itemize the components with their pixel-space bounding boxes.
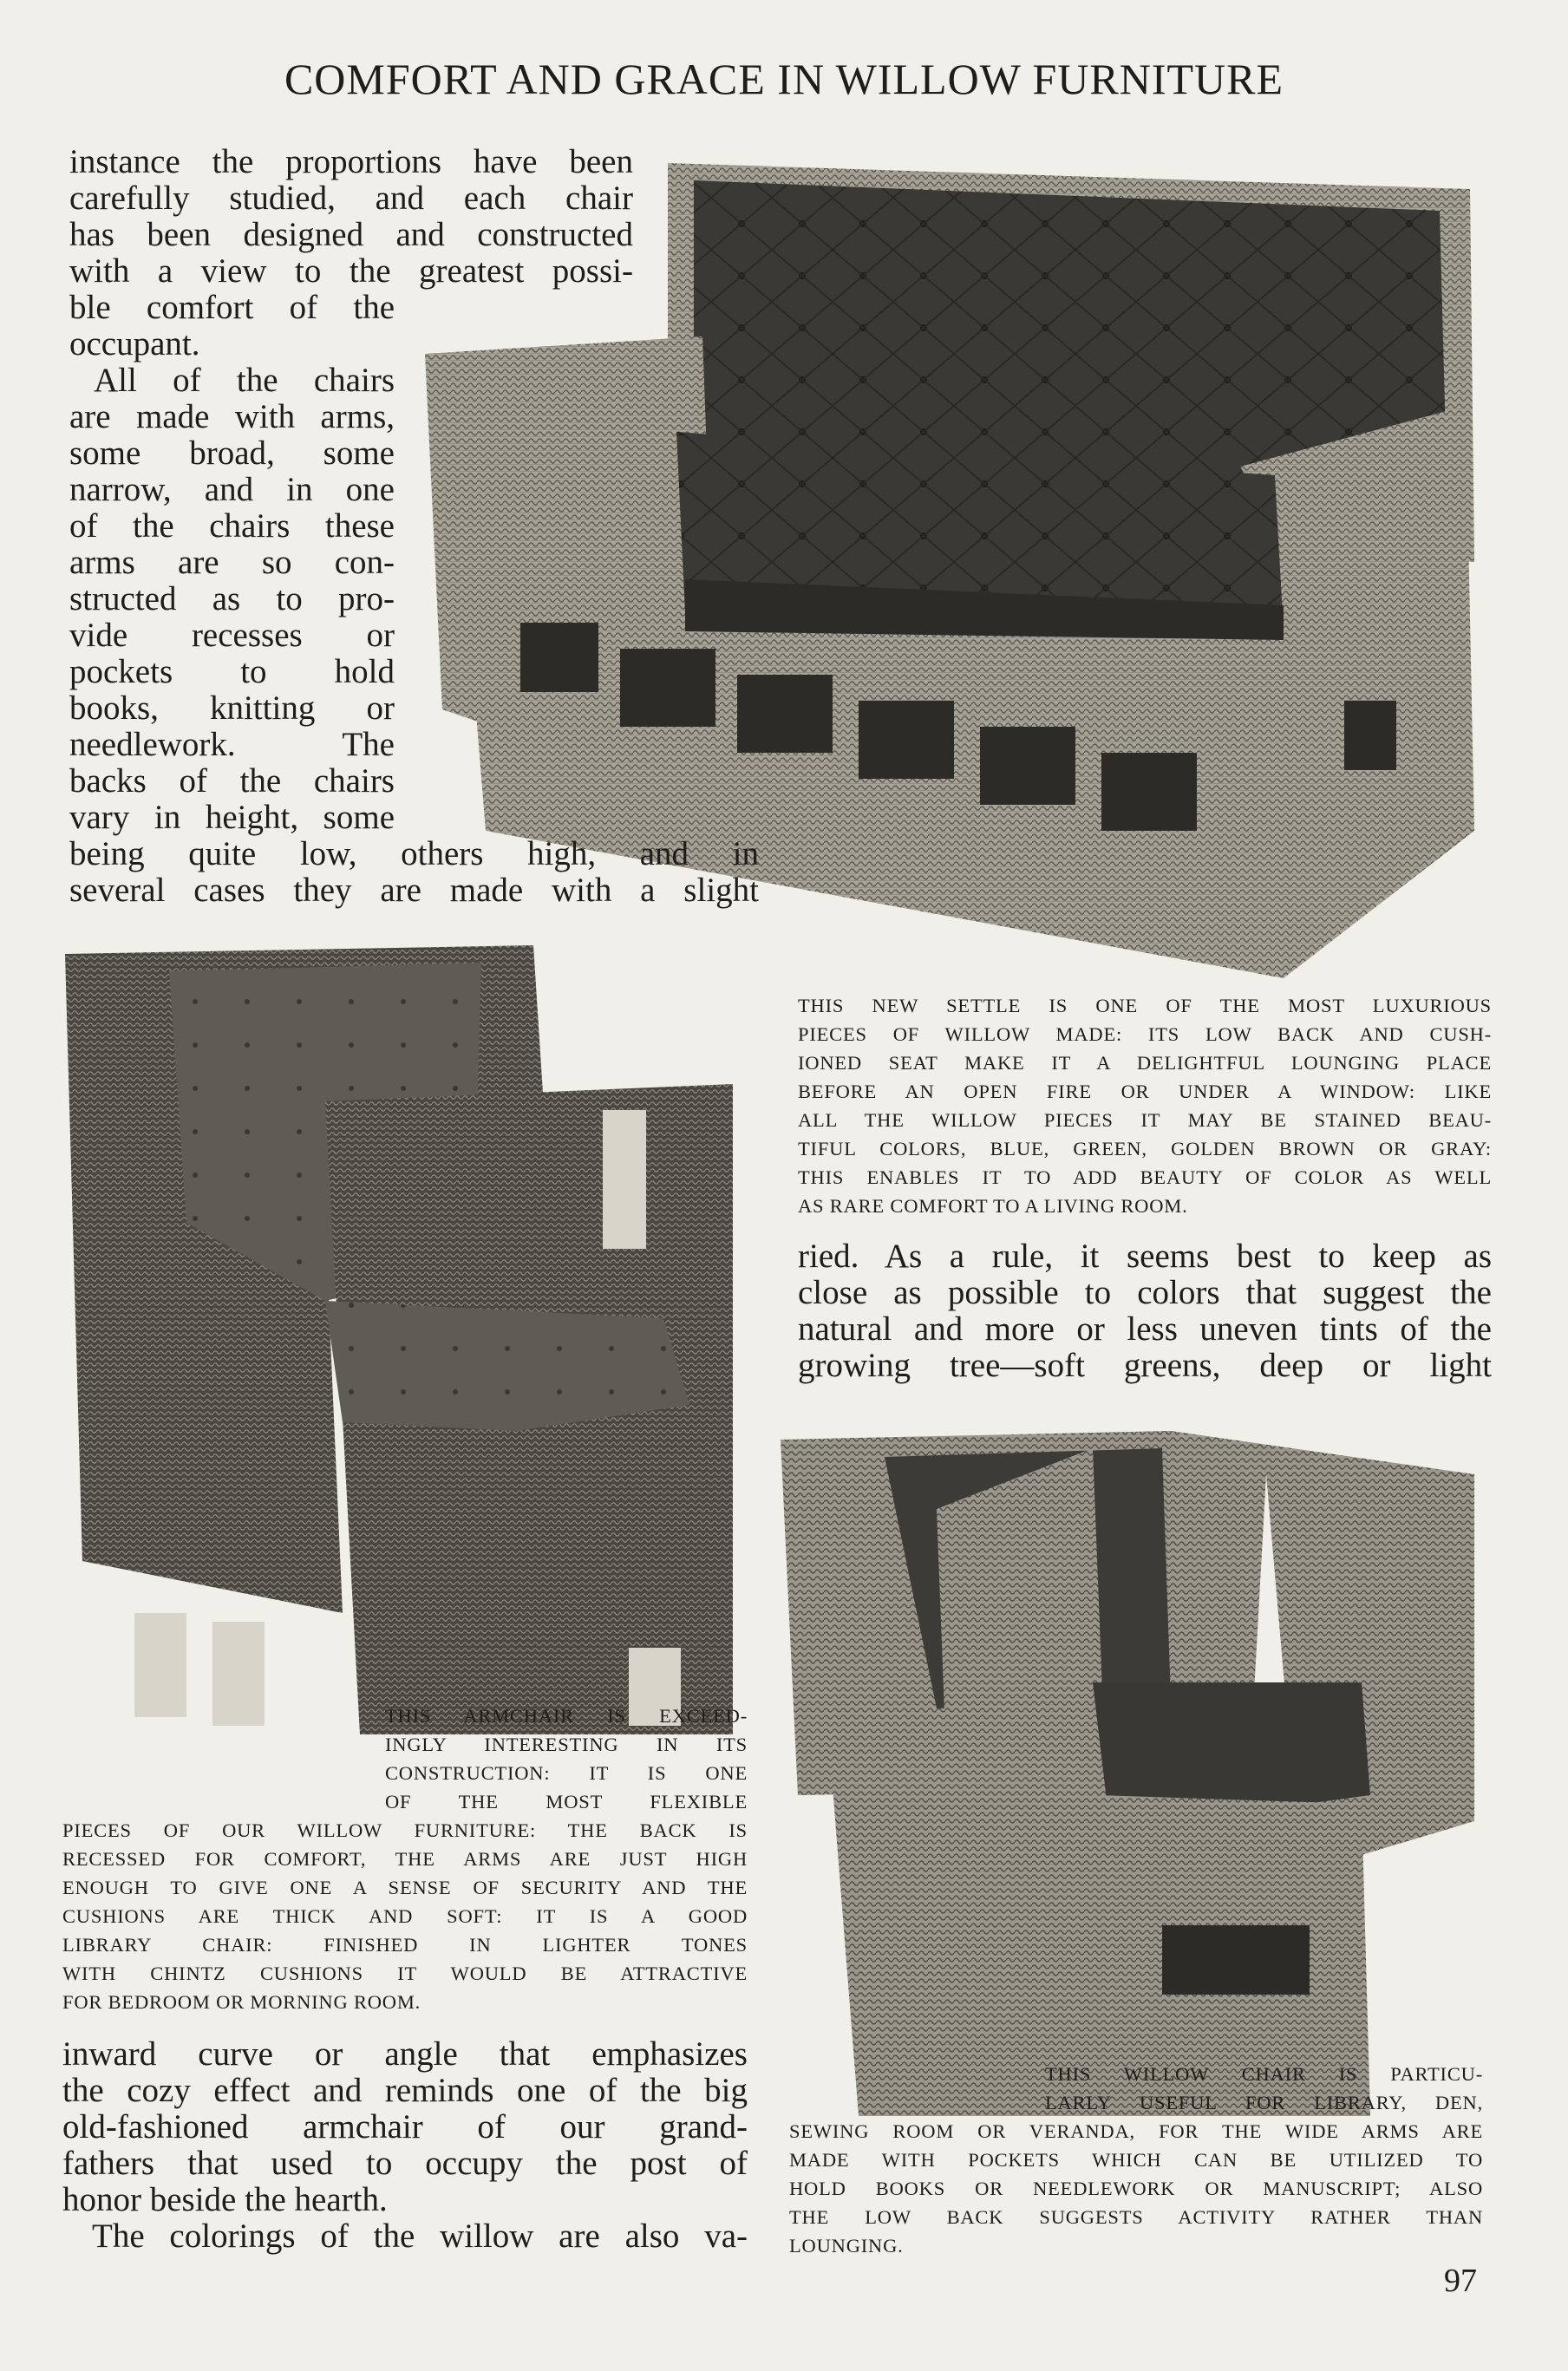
text-line: books, knitting or [69,689,395,727]
caption-line: FOR BEDROOM OR MORNING ROOM. [62,1991,421,2013]
text-line: natural and more or less uneven tints of the [798,1310,1492,1348]
text-line: close as possible to colors that suggest the [798,1274,1492,1311]
text-line: ble comfort of the [69,289,395,326]
article-text-bottom [62,2036,756,2255]
caption-line: ENOUGH TO GIVE ONE A SENSE OF SECURITY AND THE [62,1877,748,1898]
text-line: pockets to hold [69,653,395,690]
text-line: several cases they are made with a slight [69,872,759,909]
armchair-caption [62,1702,748,2016]
text-line: ried. As a rule, it seems best to keep as [798,1238,1492,1275]
caption-line: THIS NEW SETTLE IS ONE OF THE MOST LUXURIOUS [798,995,1492,1016]
text-line: honor beside the hearth. [62,2181,388,2218]
caption-line: THIS ARMCHAIR IS EXCEED- [385,1705,748,1727]
caption-line: WITH CHINTZ CUSHIONS IT WOULD BE ATTRACTIVE [62,1963,748,1984]
caption-line: LIBRARY CHAIR: FINISHED IN LIGHTER TONES [62,1934,748,1956]
text-line: narrow, and in one [69,471,395,508]
caption-line: OF THE MOST FLEXIBLE [385,1791,748,1813]
text-line: with a view to the greatest possi- [69,252,633,290]
text-line: are made with arms, [69,398,395,435]
text-line: growing tree—soft greens, deep or light [798,1347,1492,1384]
text-line: being quite low, others high, and in [69,835,759,872]
text-line: vary in height, some [69,799,395,836]
text-line: some broad, some [69,434,395,472]
page-title: COMFORT AND GRACE IN WILLOW FURNITURE [284,55,1284,103]
caption-line: RECESSED FOR COMFORT, THE ARMS ARE JUST HIGH [62,1848,748,1870]
text-line: carefully studied, and each chair [69,180,633,217]
caption-line: HOLD BOOKS OR NEEDLEWORK OR MANUSCRIPT; ALSO [789,2178,1483,2199]
caption-line: CONSTRUCTION: IT IS ONE [385,1762,748,1784]
text-line: instance the proportions have been [69,143,633,180]
settle-caption [798,991,1492,1220]
text-line: structed as to pro- [69,580,395,617]
caption-line: TIFUL COLORS, BLUE, GREEN, GOLDEN BROWN OR GRAY: [798,1138,1492,1159]
caption-line: LARLY USEFUL FOR LIBRARY, DEN, [1045,2092,1483,2113]
page-number: 97 [1444,2263,1477,2299]
text-line: fathers that used to occupy the post of [62,2145,748,2182]
caption-line: ALL THE WILLOW PIECES IT MAY BE STAINED BEAU- [798,1109,1492,1131]
caption-line: MADE WITH POCKETS WHICH CAN BE UTILIZED TO [789,2149,1483,2171]
caption-line: LOUNGING. [789,2235,904,2257]
caption-line: CUSHIONS ARE THICK AND SOFT: IT IS A GOOD [62,1905,748,1927]
text-line: needlework. The [69,726,395,763]
text-line: old-fashioned armchair of our grand- [62,2108,748,2146]
caption-line: AS RARE COMFORT TO A LIVING ROOM. [798,1195,1188,1217]
willow-chair-caption [789,2060,1483,2260]
caption-line: SEWING ROOM OR VERANDA, FOR THE WIDE ARMS ARE [789,2120,1483,2142]
text-line: inward curve or angle that emphasizes [62,2035,748,2073]
text-line: The colorings of the willow are also va- [92,2218,748,2255]
text-line: the cozy effect and reminds one of the big [62,2072,748,2109]
text-line: arms are so con- [69,544,395,581]
text-line: backs of the chairs [69,762,395,800]
caption-line: THIS ENABLES IT TO ADD BEAUTY OF COLOR AS WELL [798,1166,1492,1188]
text-line: of the chairs these [69,507,395,545]
text-line: All of the chairs [94,362,395,399]
caption-line: THE LOW BACK SUGGESTS ACTIVITY RATHER THAN [789,2206,1483,2228]
caption-line: IONED SEAT MAKE IT A DELIGHTFUL LOUNGING PLACE [798,1052,1492,1074]
willow-chair-photo [763,1422,1483,2116]
article-text-top [69,144,885,909]
text-line: vide recesses or [69,617,395,654]
caption-line: THIS WILLOW CHAIR IS PARTICU- [1045,2063,1483,2085]
text-line: occupant. [69,325,200,363]
caption-line: PIECES OF OUR WILLOW FURNITURE: THE BACK IS [62,1819,748,1841]
text-line: has been designed and constructed [69,216,633,253]
caption-line: INGLY INTERESTING IN ITS [385,1734,748,1755]
caption-line: BEFORE AN OPEN FIRE OR UNDER A WINDOW: LIKE [798,1081,1492,1102]
article-text-mid [798,1238,1492,1384]
caption-line: PIECES OF WILLOW MADE: ITS LOW BACK AND CUSH- [798,1023,1492,1045]
armchair-photo [65,937,742,1734]
